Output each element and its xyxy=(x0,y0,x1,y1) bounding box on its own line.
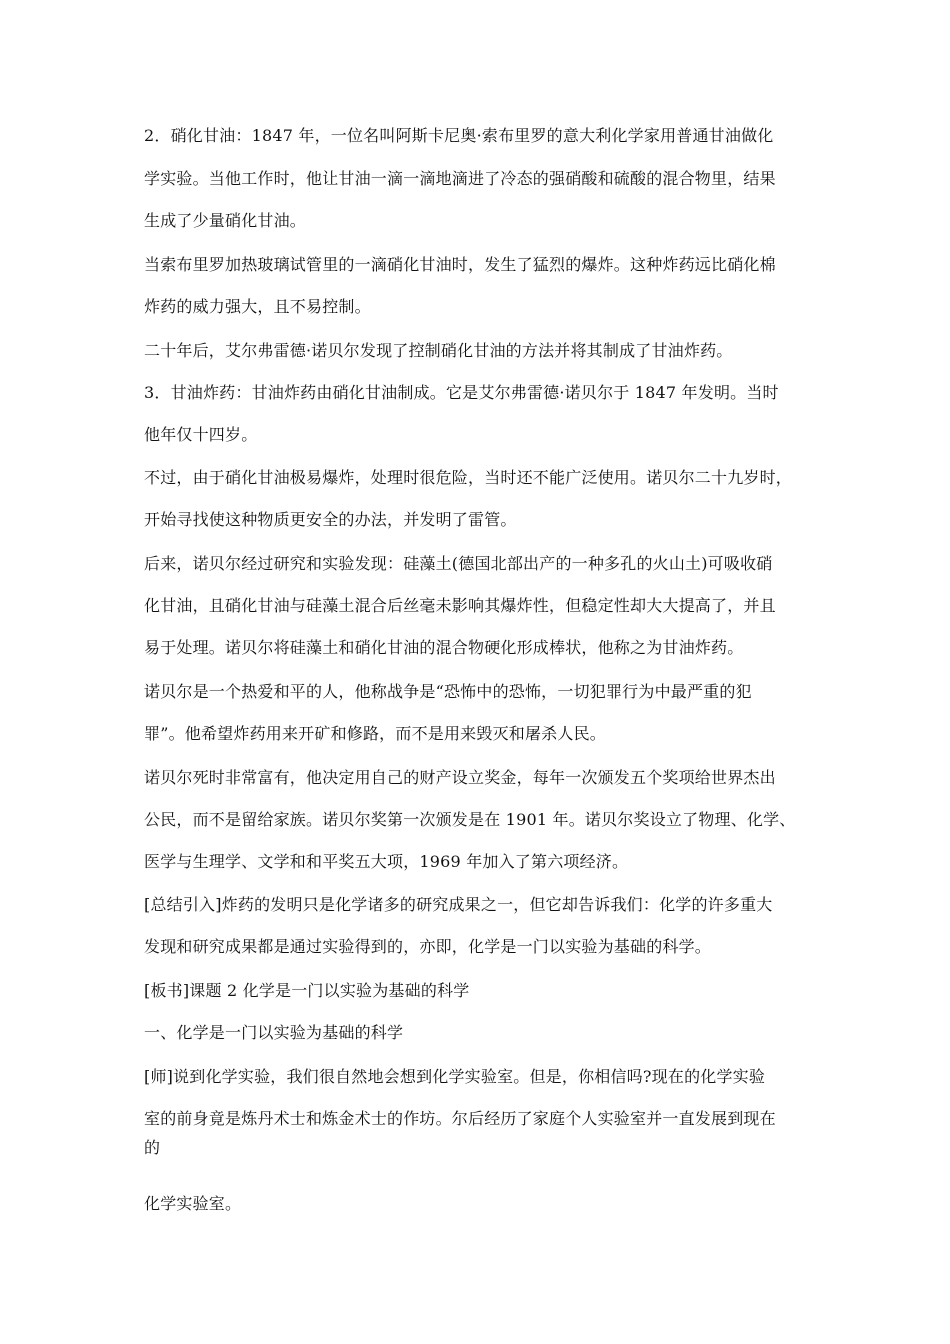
text-line: 3．甘油炸药：甘油炸药由硝化甘油制成。它是艾尔弗雷德·诺贝尔于 1847 年发明。当时 xyxy=(144,383,779,402)
text-line: 开始寻找使这种物质更安全的办法，并发明了雷管。 xyxy=(144,510,517,529)
text-line: 后来，诺贝尔经过研究和实验发现：硅藻土(德国北部出产的一种多孔的火山土)可吸收硝 xyxy=(144,554,773,573)
text-line: 2．硝化甘油：1847 年，一位名叫阿斯卡尼奥·索布里罗的意大利化学家用普通甘油做化 xyxy=(144,126,774,145)
text-line: [板书]课题 2 化学是一门以实验为基础的科学 xyxy=(144,981,470,1000)
text-line: 学实验。当他工作时，他让甘油一滴一滴地滴进了冷态的强硝酸和硫酸的混合物里，结果 xyxy=(144,169,776,188)
text-line: 二十年后，艾尔弗雷德·诺贝尔发现了控制硝化甘油的方法并将其制成了甘油炸药。 xyxy=(144,341,733,360)
text-line: 不过，由于硝化甘油极易爆炸，处理时很危险，当时还不能广泛使用。诺贝尔二十九岁时， xyxy=(144,468,793,487)
text-line: 化甘油，且硝化甘油与硅藻土混合后丝毫未影响其爆炸性，但稳定性却大大提高了，并且 xyxy=(144,596,776,615)
text-line: 诺贝尔是一个热爱和平的人，他称战争是“恐怖中的恐怖，一切犯罪行为中最严重的犯 xyxy=(144,682,752,701)
text-line: 一、化学是一门以实验为基础的科学 xyxy=(144,1023,404,1042)
text-line: 发现和研究成果都是通过实验得到的，亦即，化学是一门以实验为基础的科学。 xyxy=(144,937,712,956)
text-line: [总结引入]炸药的发明只是化学诸多的研究成果之一，但它却告诉我们：化学的许多重大 xyxy=(144,895,773,914)
text-line: 医学与生理学、文学和和平奖五大项，1969 年加入了第六项经济。 xyxy=(144,852,629,871)
text-line: 罪”。他希望炸药用来开矿和修路，而不是用来毁灭和屠杀人民。 xyxy=(144,724,606,743)
text-line: 的 xyxy=(144,1138,161,1157)
text-line: 他年仅十四岁。 xyxy=(144,425,258,444)
text-line: 公民，而不是留给家族。诺贝尔奖第一次颁发是在 1901 年。诺贝尔奖设立了物理、化学、 xyxy=(144,810,796,829)
text-line: 当索布里罗加热玻璃试管里的一滴硝化甘油时，发生了猛烈的爆炸。这种炸药远比硝化棉 xyxy=(144,255,776,274)
text-line: 生成了少量硝化甘油。 xyxy=(144,211,307,230)
text-line: 炸药的威力强大，且不易控制。 xyxy=(144,297,371,316)
text-line: 诺贝尔死时非常富有，他决定用自己的财产设立奖金，每年一次颁发五个奖项给世界杰出 xyxy=(144,768,776,787)
text-line: 易于处理。诺贝尔将硅藻土和硝化甘油的混合物硬化形成棒状，他称之为甘油炸药。 xyxy=(144,638,744,657)
text-line: [师]说到化学实验，我们很自然地会想到化学实验室。但是，你相信吗?现在的化学实验 xyxy=(144,1067,766,1086)
text-line: 室的前身竟是炼丹术士和炼金术士的作坊。尔后经历了家庭个人实验室并一直发展到现在 xyxy=(144,1109,776,1128)
text-line: 化学实验室。 xyxy=(144,1194,242,1213)
